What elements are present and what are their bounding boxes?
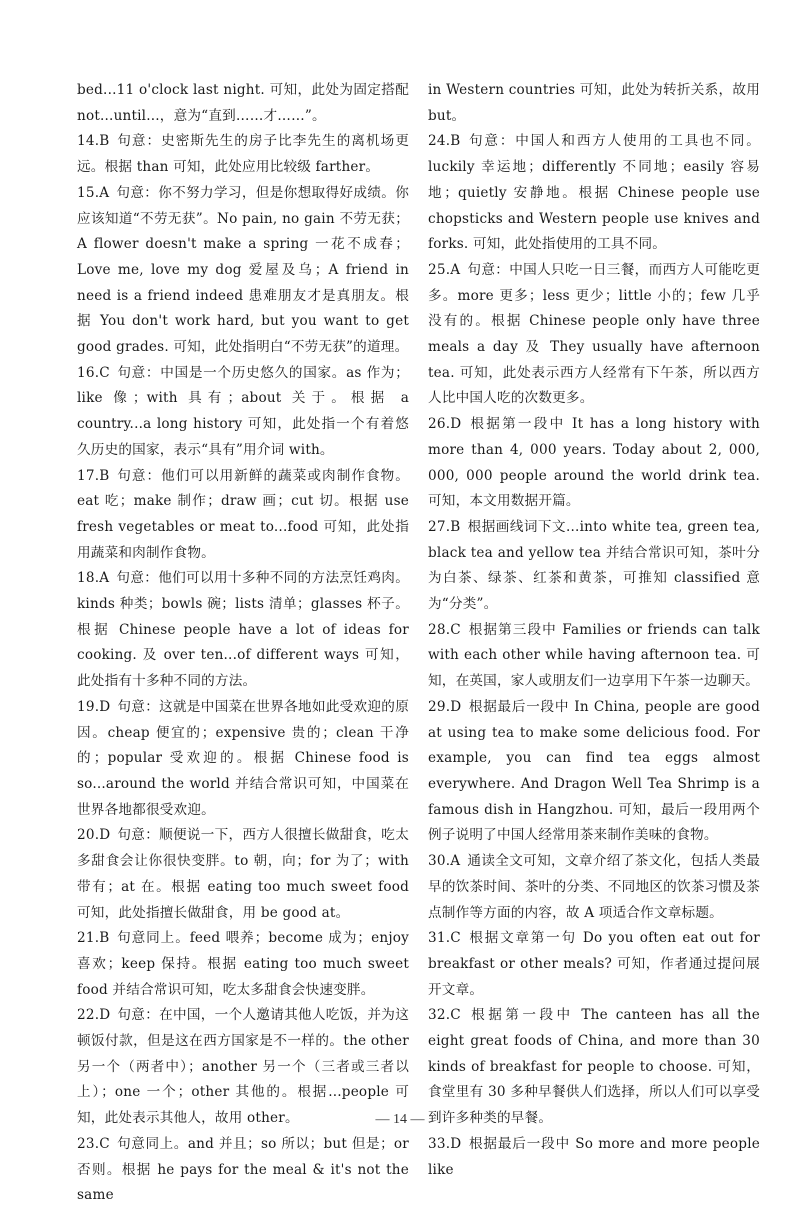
answer-item: 18.A 句意：他们可以用十多种不同的方法烹饪鸡肉。kinds 种类；bowls 碗；lists 清单；glasses 杯子。根据 Chinese people have a lot of ideas for cooking. 及 over ten...of different ways 可知，此处指有十多种不同的方法。 — [77, 570, 409, 690]
answer-item: 26.D 根据第一段中 It has a long history with more than 4, 000 years. Today about 2, 000, 000, 000 people around the world drink tea. 可知，本文用数据开篇。 — [428, 416, 760, 510]
answer-item: 16.C 句意：中国是一个历史悠久的国家。as 作为；like 像；with 具有；about 关于。根据 a country...a long history 可知，此处指一个有着悠久历史的国家，表示“具有”用介词 with。 — [77, 364, 409, 458]
answer-item: 21.B 句意同上。feed 喂养；become 成为；enjoy 喜欢；keep 保持。根据 eating too much sweet food 并结合常识可知，吃太多甜食会快速变胖。 — [77, 930, 409, 998]
answer-item: bed...11 o'clock last night. 可知，此处为固定搭配 not...until...，意为“直到……才……”。 — [77, 82, 409, 124]
answer-item: 20.D 句意：顺便说一下，西方人很擅长做甜食，吃太多甜食会让你很快变胖。to 朝，向；for 为了；with 带有；at 在。根据 eating too much sweet food 可知，此处指擅长做甜食，用 be good at。 — [77, 827, 409, 921]
answer-item: 31.C 根据文章第一句 Do you often eat out for breakfast or other meals? 可知，作者通过提问展开文章。 — [428, 930, 760, 998]
answer-item: 25.A 句意：中国人只吃一日三餐，而西方人可能吃更多。more 更多；less 更少；little 小的；few 几乎没有的。根据 Chinese people only have three meals a day 及 They usually have afternoon tea. 可知，此处表示西方人经常有下午茶，所以西方人比中国人吃的次数更多。 — [428, 261, 760, 407]
left-column — [77, 78, 409, 1209]
answer-item: 27.B 根据画线词下文...into white tea, green tea, black tea and yellow tea 并结合常识可知，茶叶分为白茶、绿茶、红茶和黄茶，可推知 classified 意为“分类”。 — [428, 518, 760, 613]
page-number: — 14 — — [375, 1112, 425, 1127]
answer-item: 33.D 根据最后一段中 So more and more people like — [428, 1135, 760, 1178]
answer-item: 15.A 句意：你不努力学习，但是你想取得好成绩。你应该知道“不劳无获”。No pain, no gain 不劳无获；A flower doesn't make a spring 一花不成春；Love me, love my dog 爱屋及乌；A friend in need is a friend indeed 患难朋友才是真朋友。根据 You don't work hard, but you want to get good grades. 可知，此处指明白“不劳无获”的道理。 — [77, 184, 409, 356]
answer-item: 32.C 根据第一段中 The canteen has all the eight great foods of China, and more than 30 kinds of breakfast for people to choose. 可知，食堂里有 30 多种早餐供人们选择，所以人们可以享受到许多种类的早餐。 — [428, 1007, 760, 1127]
answer-item: 28.C 根据第三段中 Families or friends can talk with each other while having afternoon tea. 可知，在英国，家人或朋友们一边享用下午茶一边聊天。 — [428, 621, 760, 690]
answer-item: 14.B 句意：史密斯先生的房子比李先生的离机场更远。根据 than 可知，此处应用比较级 farther。 — [77, 133, 409, 176]
answer-item: 29.D 根据最后一段中 In China, people are good at using tea to make some delicious food. For example, you can find tea eggs almost everywhere. And Dragon Well Tea Shrimp is a famous dish in Hangzhou. 可知，最后一段用两个例子说明了中国人经常用茶来制作美味的食物。 — [428, 698, 760, 844]
answer-item: 19.D 句意：这就是中国菜在世界各地如此受欢迎的原因。cheap 便宜的；expensive 贵的；clean 干净的；popular 受欢迎的。根据 Chinese food is so...around the world 并结合常识可知，中国菜在世界各地都很受欢迎。 — [77, 698, 409, 818]
right-column — [428, 78, 760, 1183]
answer-item: 30.A 通读全文可知，文章介绍了茶文化，包括人类最早的饮茶时间、茶叶的分类、不同地区的饮茶习惯及茶点制作等方面的内容，故 A 项适合作文章标题。 — [428, 853, 760, 921]
answer-item: 17.B 句意：他们可以用新鲜的蔬菜或肉制作食物。eat 吃；make 制作；draw 画；cut 切。根据 use fresh vegetables or meat to...food 可知，此处指用蔬菜和肉制作食物。 — [77, 467, 409, 561]
answer-item: 22.D 句意：在中国，一个人邀请其他人吃饭，并为这顿饭付款，但是这在西方国家是不一样的。the other 另一个（两者中）；another 另一个（三者或三者以上）；one 一个；other 其他的。根据...people 可知，此处表示其他人，故用 other。 — [77, 1007, 409, 1127]
answer-item: 24.B 句意：中国人和西方人使用的工具也不同。luckily 幸运地；differently 不同地；easily 容易地；quietly 安静地。根据 Chinese people use chopsticks and Western people use knives and forks. 可知，此处指使用的工具不同。 — [428, 133, 760, 253]
answer-item: in Western countries 可知，此处为转折关系，故用 but。 — [428, 82, 760, 124]
answer-item: 23.C 句意同上。and 并且；so 所以；but 但是；or 否则。根据 he pays for the meal & it's not the same — [77, 1135, 409, 1204]
